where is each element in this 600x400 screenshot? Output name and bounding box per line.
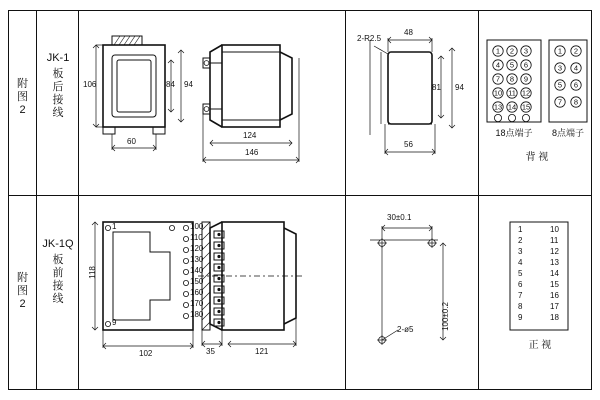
dim-35: 35	[206, 347, 215, 356]
panel-num-9: 9	[112, 318, 117, 327]
panel-num-1: 1	[112, 222, 117, 231]
svg-text:10: 10	[493, 88, 503, 98]
row1-index-char3: 2	[19, 104, 26, 116]
svg-text:18: 18	[550, 313, 559, 322]
svg-text:13: 13	[493, 102, 503, 112]
svg-text:4: 4	[573, 63, 579, 73]
panel-num-100: 100	[190, 222, 204, 231]
svg-text:15: 15	[550, 280, 559, 289]
caption-18-terminals: 18点端子	[495, 128, 533, 138]
panel-num-160: 160	[190, 288, 204, 297]
svg-text:11: 11	[550, 236, 559, 245]
svg-text:8: 8	[518, 302, 523, 311]
svg-text:2: 2	[509, 46, 515, 56]
row1-title-c3: 接	[52, 94, 64, 106]
dim-48: 48	[404, 28, 413, 37]
svg-text:12: 12	[550, 247, 559, 256]
svg-text:5: 5	[557, 80, 563, 90]
svg-text:4: 4	[495, 60, 501, 70]
svg-text:6: 6	[573, 80, 579, 90]
dim-60: 60	[127, 137, 136, 146]
caption-8-terminals: 8点端子	[551, 128, 584, 138]
svg-text:8: 8	[573, 97, 579, 107]
dim-146: 146	[245, 148, 259, 157]
dim-102: 102	[139, 349, 153, 358]
panel-num-110: 110	[190, 233, 203, 242]
caption-front-view: 正 视	[528, 340, 552, 351]
svg-text:12: 12	[521, 88, 531, 98]
dim-118: 118	[87, 266, 97, 279]
svg-text:3: 3	[557, 63, 563, 73]
svg-text:11: 11	[508, 88, 516, 98]
row1-index-char1: 附	[17, 78, 28, 90]
svg-text:14: 14	[550, 269, 559, 278]
svg-text:3: 3	[518, 247, 523, 256]
row2-title-c1: 板	[52, 254, 64, 266]
svg-text:13: 13	[550, 258, 559, 267]
svg-text:3: 3	[523, 46, 529, 56]
dim-84: 84	[166, 80, 175, 89]
dim-56: 56	[404, 140, 413, 149]
dim-124: 124	[243, 131, 257, 140]
row1-title-model: JK-1	[46, 52, 70, 64]
row2-index-char2: 图	[17, 285, 28, 297]
panel-num-140: 140	[190, 266, 204, 275]
svg-text:16: 16	[550, 291, 559, 300]
row2-title-c4: 线	[52, 293, 64, 305]
svg-text:1: 1	[557, 46, 563, 56]
svg-text:10: 10	[550, 225, 559, 234]
row1-title-c4: 线	[52, 107, 64, 119]
dim-30-tol: 30±0.1	[387, 213, 412, 222]
row2-title-c2: 前	[52, 267, 64, 279]
svg-text:9: 9	[518, 313, 523, 322]
row2-index-char3: 2	[19, 298, 26, 310]
dim-2-d5: 2-ø5	[397, 325, 414, 334]
dim-94b: 94	[455, 83, 464, 92]
row1-title-c1: 板	[52, 68, 64, 80]
svg-text:2: 2	[573, 46, 579, 56]
svg-text:7: 7	[495, 74, 501, 84]
dim-121: 121	[255, 347, 269, 356]
svg-text:1: 1	[518, 225, 523, 234]
dim-106: 106	[83, 80, 97, 89]
row2-index-char1: 附	[17, 272, 28, 284]
svg-text:6: 6	[523, 60, 529, 70]
panel-num-170: 170	[190, 299, 204, 308]
svg-text:7: 7	[557, 97, 563, 107]
dim-81: 81	[432, 83, 441, 92]
row2-title-model: JK-1Q	[42, 238, 74, 250]
svg-text:17: 17	[550, 302, 559, 311]
svg-text:5: 5	[509, 60, 515, 70]
dim-94: 94	[184, 80, 193, 89]
caption-rear-view: 背 视	[525, 152, 549, 163]
panel-num-180: 180	[190, 310, 204, 319]
svg-text:4: 4	[518, 258, 523, 267]
svg-text:7: 7	[518, 291, 523, 300]
svg-text:15: 15	[521, 102, 531, 112]
panel-num-120: 120	[190, 244, 204, 253]
dim-2r25: 2-R2.5	[357, 34, 382, 43]
svg-text:14: 14	[507, 102, 517, 112]
svg-text:8: 8	[509, 74, 515, 84]
svg-text:9: 9	[523, 74, 529, 84]
panel-num-130: 130	[190, 255, 204, 264]
svg-text:2: 2	[518, 236, 523, 245]
row1-title-c2: 后	[52, 81, 64, 93]
panel-num-150: 150	[190, 277, 204, 286]
svg-text:6: 6	[518, 280, 523, 289]
svg-text:5: 5	[518, 269, 523, 278]
dim-100-tol: 100±0.2	[440, 302, 450, 331]
row1-index-char2: 图	[17, 91, 28, 103]
row2-title-c3: 接	[52, 280, 64, 292]
svg-text:1: 1	[495, 46, 501, 56]
